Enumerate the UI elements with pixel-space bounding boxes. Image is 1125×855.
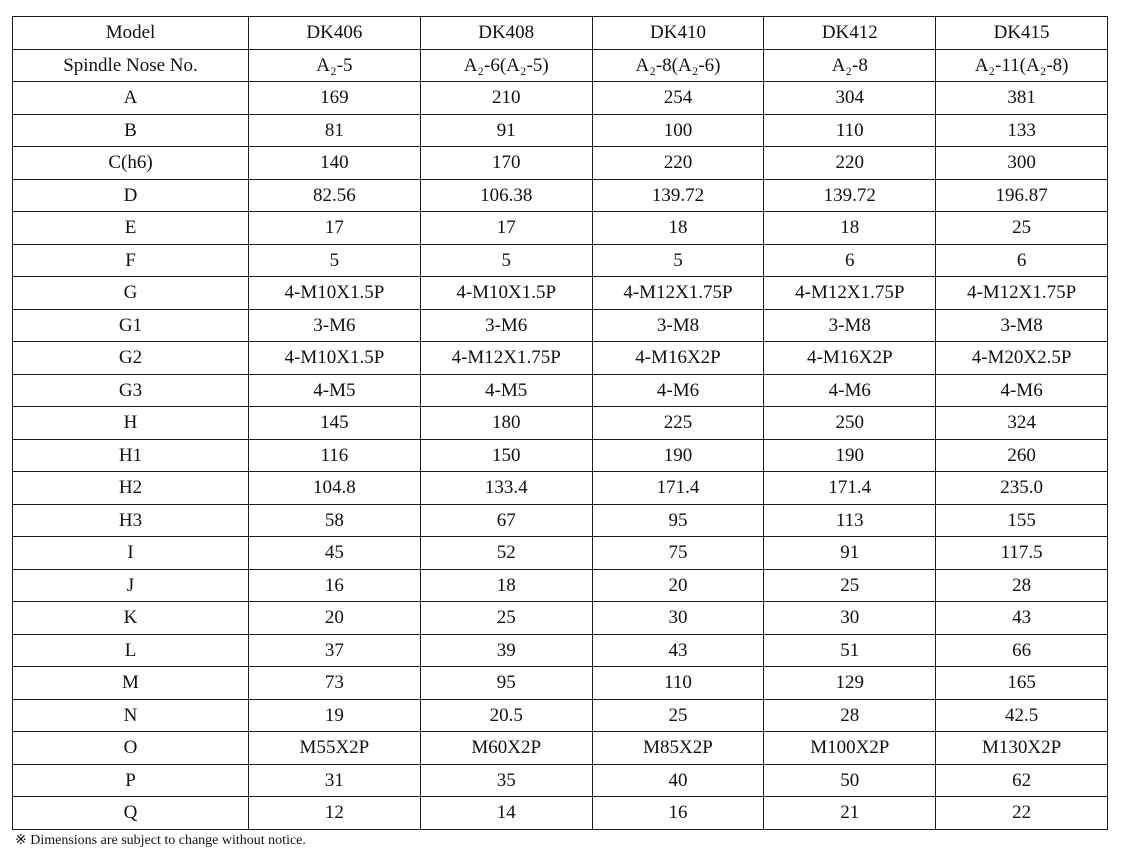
table-cell: 5 bbox=[420, 244, 592, 277]
table-cell: 133.4 bbox=[420, 472, 592, 505]
table-row bbox=[13, 667, 1108, 700]
table-row bbox=[13, 797, 1108, 830]
table-cell: 106.38 bbox=[420, 179, 592, 212]
table-cell: A₂-8 bbox=[764, 49, 936, 82]
table-cell: 4-M12X1.75P bbox=[936, 277, 1108, 310]
table-cell: 25 bbox=[592, 699, 764, 732]
table-cell: 4-M6 bbox=[936, 374, 1108, 407]
table-cell: 6 bbox=[764, 244, 936, 277]
table-cell: 220 bbox=[764, 147, 936, 180]
table-row bbox=[13, 602, 1108, 635]
table-cell: M100X2P bbox=[764, 732, 936, 765]
table-cell: 95 bbox=[420, 667, 592, 700]
table-cell: 52 bbox=[420, 537, 592, 570]
table-cell: 30 bbox=[592, 602, 764, 635]
header-cell-dk406: DK406 bbox=[249, 17, 421, 50]
row-label-cell: G3 bbox=[13, 374, 249, 407]
table-row bbox=[13, 374, 1108, 407]
table-cell: 25 bbox=[420, 602, 592, 635]
table-cell: A₂-11(A₂-8) bbox=[936, 49, 1108, 82]
table-cell: 18 bbox=[592, 212, 764, 245]
table-cell: 12 bbox=[249, 797, 421, 830]
table-cell: 155 bbox=[936, 504, 1108, 537]
table-cell: 20 bbox=[249, 602, 421, 635]
table-cell: M55X2P bbox=[249, 732, 421, 765]
table-cell: 129 bbox=[764, 667, 936, 700]
table-cell: 43 bbox=[936, 602, 1108, 635]
header-cell-dk410: DK410 bbox=[592, 17, 764, 50]
table-cell: 20 bbox=[592, 569, 764, 602]
table-cell: 35 bbox=[420, 764, 592, 797]
table-cell: 28 bbox=[764, 699, 936, 732]
row-label-cell: N bbox=[13, 699, 249, 732]
table-cell: 43 bbox=[592, 634, 764, 667]
table-cell: 5 bbox=[592, 244, 764, 277]
row-label-cell: P bbox=[13, 764, 249, 797]
table-cell: A₂-6(A₂-5) bbox=[420, 49, 592, 82]
table-cell: 3-M8 bbox=[764, 309, 936, 342]
table-cell: 22 bbox=[936, 797, 1108, 830]
row-label-cell: M bbox=[13, 667, 249, 700]
table-row bbox=[13, 407, 1108, 440]
table-cell: 25 bbox=[764, 569, 936, 602]
table-header-row bbox=[13, 17, 1108, 50]
row-label-cell: I bbox=[13, 537, 249, 570]
table-cell: 73 bbox=[249, 667, 421, 700]
table-cell: 4-M5 bbox=[249, 374, 421, 407]
table-row bbox=[13, 699, 1108, 732]
table-cell: 50 bbox=[764, 764, 936, 797]
table-cell: 17 bbox=[420, 212, 592, 245]
header-cell-model: Model bbox=[13, 17, 249, 50]
table-cell: 150 bbox=[420, 439, 592, 472]
row-label-cell: E bbox=[13, 212, 249, 245]
table-cell: 110 bbox=[764, 114, 936, 147]
table-cell: 40 bbox=[592, 764, 764, 797]
row-label-cell: H2 bbox=[13, 472, 249, 505]
table-cell: 42.5 bbox=[936, 699, 1108, 732]
table-cell: 235.0 bbox=[936, 472, 1108, 505]
table-cell: 171.4 bbox=[764, 472, 936, 505]
table-cell: 169 bbox=[249, 82, 421, 115]
header-cell-dk408: DK408 bbox=[420, 17, 592, 50]
table-cell: 28 bbox=[936, 569, 1108, 602]
row-label-cell: C(h6) bbox=[13, 147, 249, 180]
table-cell: 66 bbox=[936, 634, 1108, 667]
table-cell: 4-M6 bbox=[764, 374, 936, 407]
table-cell: A₂-5 bbox=[249, 49, 421, 82]
table-cell: 4-M12X1.75P bbox=[420, 342, 592, 375]
table-cell: M130X2P bbox=[936, 732, 1108, 765]
table-cell: 21 bbox=[764, 797, 936, 830]
table-cell: 381 bbox=[936, 82, 1108, 115]
table-cell: A₂-8(A₂-6) bbox=[592, 49, 764, 82]
table-row bbox=[13, 244, 1108, 277]
row-label-cell: G2 bbox=[13, 342, 249, 375]
table-cell: 4-M10X1.5P bbox=[420, 277, 592, 310]
table-cell: 304 bbox=[764, 82, 936, 115]
table-cell: 91 bbox=[420, 114, 592, 147]
table-cell: 25 bbox=[936, 212, 1108, 245]
table-cell: 14 bbox=[420, 797, 592, 830]
table-cell: 75 bbox=[592, 537, 764, 570]
table-cell: 3-M8 bbox=[592, 309, 764, 342]
table-cell: 4-M16X2P bbox=[764, 342, 936, 375]
table-cell: 210 bbox=[420, 82, 592, 115]
table-cell: 16 bbox=[592, 797, 764, 830]
table-cell: 117.5 bbox=[936, 537, 1108, 570]
table-cell: 58 bbox=[249, 504, 421, 537]
row-label-cell: G1 bbox=[13, 309, 249, 342]
table-row bbox=[13, 82, 1108, 115]
table-cell: 4-M12X1.75P bbox=[764, 277, 936, 310]
table-cell: 4-M10X1.5P bbox=[249, 342, 421, 375]
table-row bbox=[13, 537, 1108, 570]
table-cell: 45 bbox=[249, 537, 421, 570]
table-body bbox=[13, 49, 1108, 829]
table-cell: 4-M10X1.5P bbox=[249, 277, 421, 310]
row-label-cell: H3 bbox=[13, 504, 249, 537]
table-cell: 300 bbox=[936, 147, 1108, 180]
table-cell: 139.72 bbox=[592, 179, 764, 212]
header-cell-dk412: DK412 bbox=[764, 17, 936, 50]
row-label-cell: K bbox=[13, 602, 249, 635]
table-cell: 190 bbox=[592, 439, 764, 472]
table-cell: 17 bbox=[249, 212, 421, 245]
footnote: ※ Dimensions are subject to change without notice. bbox=[15, 833, 306, 848]
table-cell: 4-M12X1.75P bbox=[592, 277, 764, 310]
row-label-cell: B bbox=[13, 114, 249, 147]
table-cell: 20.5 bbox=[420, 699, 592, 732]
row-label-cell: A bbox=[13, 82, 249, 115]
table-row bbox=[13, 212, 1108, 245]
table-cell: 133 bbox=[936, 114, 1108, 147]
row-label-cell: H bbox=[13, 407, 249, 440]
table-row bbox=[13, 309, 1108, 342]
table-cell: 171.4 bbox=[592, 472, 764, 505]
table-cell: 165 bbox=[936, 667, 1108, 700]
table-cell: M60X2P bbox=[420, 732, 592, 765]
table-cell: 81 bbox=[249, 114, 421, 147]
table-cell: 190 bbox=[764, 439, 936, 472]
table-cell: 140 bbox=[249, 147, 421, 180]
table-cell: 3-M8 bbox=[936, 309, 1108, 342]
row-label-cell: Q bbox=[13, 797, 249, 830]
row-label-cell: F bbox=[13, 244, 249, 277]
table-row bbox=[13, 504, 1108, 537]
table-cell: 18 bbox=[420, 569, 592, 602]
table-row bbox=[13, 472, 1108, 505]
table-row bbox=[13, 277, 1108, 310]
table-row bbox=[13, 147, 1108, 180]
table-cell: 324 bbox=[936, 407, 1108, 440]
table-cell: M85X2P bbox=[592, 732, 764, 765]
table-cell: 145 bbox=[249, 407, 421, 440]
table-cell: 62 bbox=[936, 764, 1108, 797]
row-label-cell: L bbox=[13, 634, 249, 667]
table-row bbox=[13, 179, 1108, 212]
table-cell: 260 bbox=[936, 439, 1108, 472]
table-cell: 16 bbox=[249, 569, 421, 602]
table-cell: 170 bbox=[420, 147, 592, 180]
table-cell: 116 bbox=[249, 439, 421, 472]
table-cell: 225 bbox=[592, 407, 764, 440]
table-cell: 104.8 bbox=[249, 472, 421, 505]
table-cell: 3-M6 bbox=[420, 309, 592, 342]
table-row bbox=[13, 732, 1108, 765]
table-cell: 220 bbox=[592, 147, 764, 180]
table-cell: 91 bbox=[764, 537, 936, 570]
row-label-cell: D bbox=[13, 179, 249, 212]
table-cell: 250 bbox=[764, 407, 936, 440]
row-label-cell: Spindle Nose No. bbox=[13, 49, 249, 82]
table-cell: 95 bbox=[592, 504, 764, 537]
table-cell: 31 bbox=[249, 764, 421, 797]
row-label-cell: J bbox=[13, 569, 249, 602]
table-cell: 4-M20X2.5P bbox=[936, 342, 1108, 375]
row-label-cell: H1 bbox=[13, 439, 249, 472]
table-row bbox=[13, 764, 1108, 797]
table-cell: 51 bbox=[764, 634, 936, 667]
table-cell: 4-M16X2P bbox=[592, 342, 764, 375]
row-label-cell: O bbox=[13, 732, 249, 765]
table-cell: 196.87 bbox=[936, 179, 1108, 212]
table-cell: 82.56 bbox=[249, 179, 421, 212]
table-cell: 4-M5 bbox=[420, 374, 592, 407]
table-cell: 180 bbox=[420, 407, 592, 440]
table-row bbox=[13, 49, 1108, 82]
table-row bbox=[13, 634, 1108, 667]
table-cell: 67 bbox=[420, 504, 592, 537]
table-row bbox=[13, 342, 1108, 375]
table-cell: 4-M6 bbox=[592, 374, 764, 407]
table-cell: 19 bbox=[249, 699, 421, 732]
table-cell: 113 bbox=[764, 504, 936, 537]
table-cell: 100 bbox=[592, 114, 764, 147]
header-cell-dk415: DK415 bbox=[936, 17, 1108, 50]
table-cell: 110 bbox=[592, 667, 764, 700]
table-cell: 39 bbox=[420, 634, 592, 667]
table-cell: 5 bbox=[249, 244, 421, 277]
table-cell: 254 bbox=[592, 82, 764, 115]
table-cell: 6 bbox=[936, 244, 1108, 277]
row-label-cell: G bbox=[13, 277, 249, 310]
table-cell: 3-M6 bbox=[249, 309, 421, 342]
table-cell: 30 bbox=[764, 602, 936, 635]
spec-table bbox=[12, 16, 1108, 830]
table-row bbox=[13, 114, 1108, 147]
table-cell: 139.72 bbox=[764, 179, 936, 212]
table-cell: 37 bbox=[249, 634, 421, 667]
table-row bbox=[13, 439, 1108, 472]
table-cell: 18 bbox=[764, 212, 936, 245]
table-row bbox=[13, 569, 1108, 602]
